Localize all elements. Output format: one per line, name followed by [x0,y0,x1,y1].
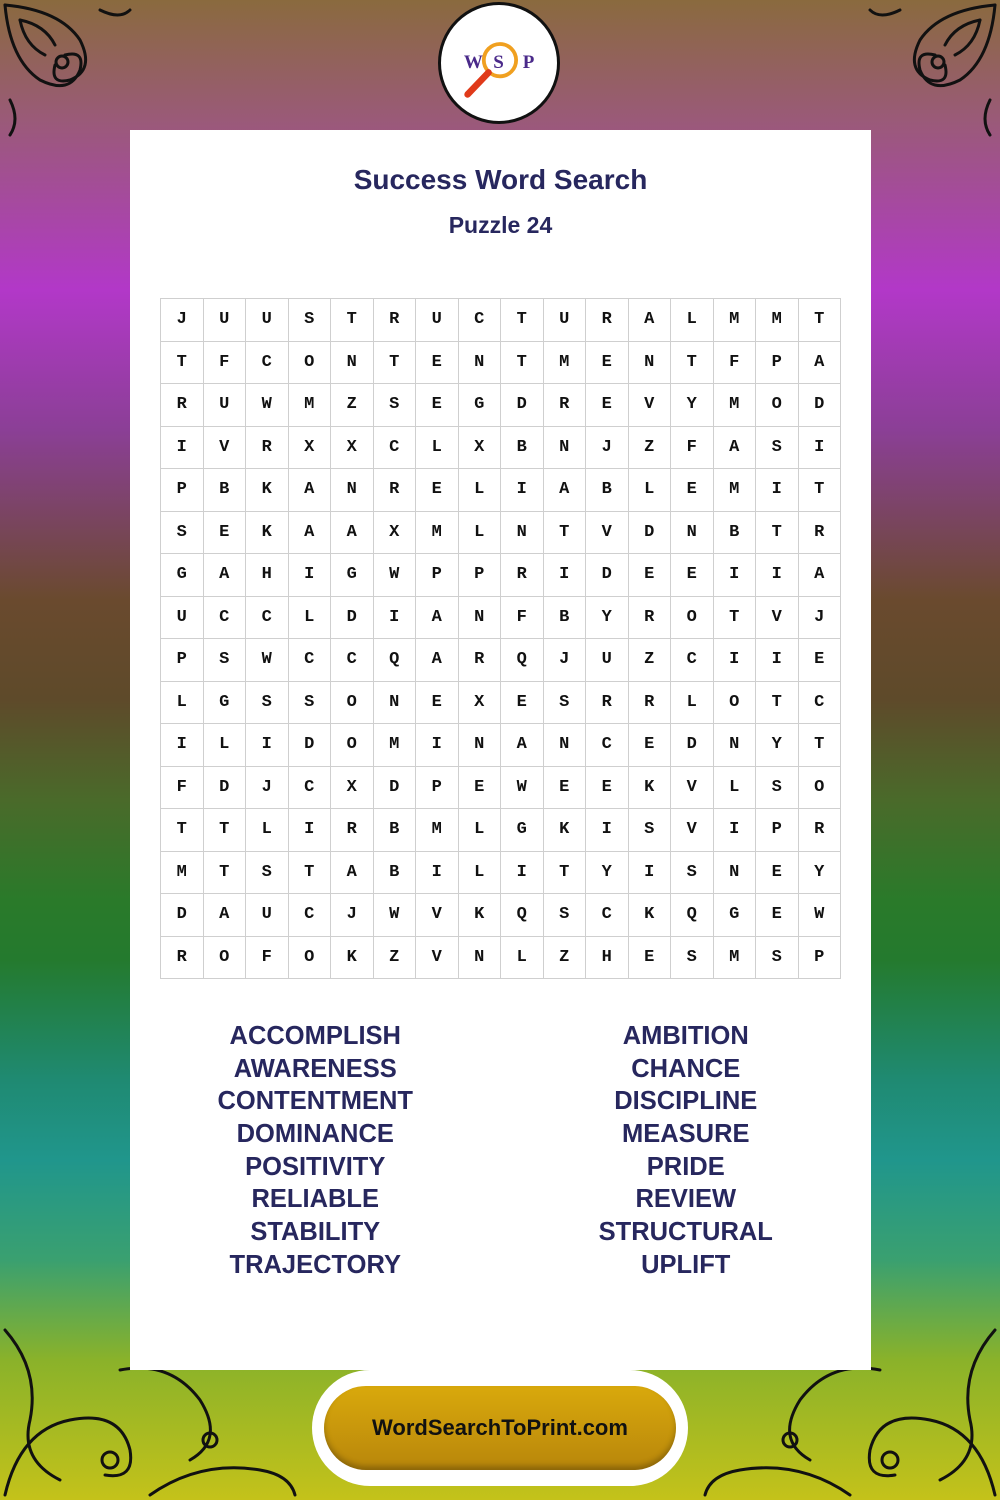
word-item: CONTENTMENT [217,1087,413,1116]
grid-cell[interactable]: V [204,427,247,470]
grid-cell[interactable]: S [246,682,289,725]
word-item: DISCIPLINE [614,1087,758,1116]
grid-cell[interactable]: U [544,299,587,342]
grid-cell[interactable]: M [374,724,417,767]
grid-cell[interactable]: C [246,342,289,385]
grid-cell[interactable]: R [246,427,289,470]
grid-cell[interactable]: R [799,512,842,555]
grid-cell[interactable]: T [799,469,842,512]
grid-cell[interactable]: L [459,852,502,895]
grid-cell[interactable]: N [331,469,374,512]
corner-flourish-top-right [850,0,1000,150]
grid-cell[interactable]: F [671,427,714,470]
grid-cell[interactable]: N [629,342,672,385]
grid-cell[interactable]: A [544,469,587,512]
grid-cell[interactable]: G [459,384,502,427]
word-item: STABILITY [250,1218,381,1247]
grid-cell[interactable]: I [586,809,629,852]
grid-cell[interactable]: E [544,767,587,810]
grid-cell[interactable]: Z [629,639,672,682]
grid-cell[interactable]: N [714,724,757,767]
grid-cell[interactable]: W [246,639,289,682]
grid-cell[interactable]: E [204,512,247,555]
grid-cell[interactable]: D [586,554,629,597]
grid-cell[interactable]: K [459,894,502,937]
grid-cell[interactable]: N [714,852,757,895]
grid-cell[interactable]: F [161,767,204,810]
corner-flourish-top-left [0,0,150,150]
grid-cell[interactable]: T [501,342,544,385]
grid-cell[interactable]: P [756,809,799,852]
grid-cell[interactable]: M [289,384,332,427]
word-item: RELIABLE [251,1185,379,1214]
grid-cell[interactable]: N [544,724,587,767]
grid-cell[interactable]: V [586,512,629,555]
grid-cell[interactable]: V [416,937,459,980]
word-item: POSITIVITY [245,1152,386,1181]
grid-cell[interactable]: N [331,342,374,385]
letter-grid [160,298,841,979]
grid-cell[interactable]: N [671,512,714,555]
grid-cell[interactable]: R [501,554,544,597]
page-title: Success Word Search [353,164,648,195]
grid-cell[interactable]: O [289,937,332,980]
grid-cell[interactable]: L [161,682,204,725]
grid-cell[interactable]: T [204,809,247,852]
grid-cell[interactable]: M [714,469,757,512]
grid-cell[interactable]: H [586,937,629,980]
grid-cell[interactable]: W [246,384,289,427]
grid-cell[interactable]: P [799,937,842,980]
grid-cell[interactable]: T [501,299,544,342]
word-item: DOMINANCE [236,1120,394,1149]
grid-cell[interactable]: R [629,682,672,725]
grid-cell[interactable]: P [416,554,459,597]
grid-cell[interactable]: D [629,512,672,555]
grid-cell[interactable]: Q [501,639,544,682]
word-item: AWARENESS [233,1054,397,1083]
grid-cell[interactable]: M [714,299,757,342]
grid-cell[interactable]: I [799,427,842,470]
grid-cell[interactable]: A [416,639,459,682]
word-item: STRUCTURAL [598,1218,773,1247]
grid-cell[interactable]: C [289,894,332,937]
grid-cell[interactable]: U [246,299,289,342]
grid-cell[interactable]: L [459,809,502,852]
site-link-button[interactable] [312,1370,688,1486]
grid-cell[interactable]: U [586,639,629,682]
logo-letter-p: P [522,51,535,73]
grid-cell[interactable]: N [544,427,587,470]
grid-cell[interactable]: G [161,554,204,597]
grid-cell[interactable]: S [756,937,799,980]
grid-cell[interactable]: T [544,512,587,555]
grid-cell[interactable]: G [204,682,247,725]
word-item: UPLIFT [641,1250,731,1279]
grid-cell[interactable]: F [246,937,289,980]
grid-cell[interactable]: J [586,427,629,470]
grid-cell[interactable]: R [161,384,204,427]
grid-cell[interactable]: I [714,554,757,597]
grid-cell[interactable]: I [756,639,799,682]
grid-cell[interactable]: F [204,342,247,385]
grid-cell[interactable]: M [714,937,757,980]
grid-cell[interactable]: D [671,724,714,767]
grid-cell[interactable]: T [799,724,842,767]
grid-cell[interactable]: R [586,682,629,725]
grid-cell[interactable]: T [714,597,757,640]
grid-cell[interactable]: N [459,724,502,767]
grid-cell[interactable]: E [629,554,672,597]
grid-cell[interactable]: I [416,852,459,895]
grid-cell[interactable]: B [586,469,629,512]
wsp-logo [438,2,560,124]
grid-cell[interactable]: I [501,852,544,895]
word-item: CHANCE [631,1054,741,1083]
grid-cell[interactable]: C [374,427,417,470]
grid-cell[interactable]: R [374,299,417,342]
grid-cell[interactable]: A [629,299,672,342]
grid-cell[interactable]: S [246,852,289,895]
puzzle-number: Puzzle 24 [448,212,553,238]
grid-cell[interactable]: U [204,384,247,427]
grid-cell[interactable]: E [501,682,544,725]
grid-cell[interactable]: D [204,767,247,810]
grid-cell[interactable]: C [671,639,714,682]
grid-cell[interactable]: S [756,427,799,470]
grid-cell[interactable]: W [799,894,842,937]
grid-cell[interactable]: I [246,724,289,767]
grid-cell[interactable]: C [204,597,247,640]
grid-cell[interactable]: A [289,512,332,555]
grid-cell[interactable]: X [331,427,374,470]
grid-cell[interactable]: N [459,342,502,385]
grid-cell[interactable]: Z [374,937,417,980]
grid-cell[interactable]: O [204,937,247,980]
grid-cell[interactable]: M [416,809,459,852]
grid-cell[interactable]: D [799,384,842,427]
grid-cell[interactable]: T [161,809,204,852]
grid-cell[interactable]: X [289,427,332,470]
grid-cell[interactable]: T [204,852,247,895]
grid-cell[interactable]: O [799,767,842,810]
grid-cell[interactable]: G [331,554,374,597]
grid-cell[interactable]: R [586,299,629,342]
grid-cell[interactable]: P [756,342,799,385]
word-list-left [130,1020,501,1282]
grid-cell[interactable]: M [544,342,587,385]
grid-cell[interactable]: A [416,597,459,640]
grid-cell[interactable]: K [629,767,672,810]
grid-cell[interactable]: I [161,427,204,470]
grid-cell[interactable]: T [289,852,332,895]
grid-cell[interactable]: D [374,767,417,810]
grid-cell[interactable]: M [416,512,459,555]
grid-cell[interactable]: P [161,469,204,512]
grid-cell[interactable]: A [204,554,247,597]
grid-cell[interactable]: S [289,682,332,725]
grid-cell[interactable]: S [756,767,799,810]
word-item: PRIDE [646,1152,725,1181]
grid-cell[interactable]: N [459,937,502,980]
grid-cell[interactable]: C [289,639,332,682]
grid-cell[interactable]: A [331,512,374,555]
grid-cell[interactable]: K [246,512,289,555]
grid-cell[interactable]: V [756,597,799,640]
grid-cell[interactable]: W [374,894,417,937]
grid-cell[interactable]: S [289,299,332,342]
grid-cell[interactable]: T [544,852,587,895]
grid-cell[interactable]: S [204,639,247,682]
grid-cell[interactable]: E [416,469,459,512]
grid-cell[interactable]: L [671,682,714,725]
word-list [130,1020,871,1282]
grid-cell[interactable]: H [246,554,289,597]
grid-cell[interactable]: I [289,554,332,597]
word-item: MEASURE [621,1120,750,1149]
grid-cell[interactable]: N [501,512,544,555]
grid-cell[interactable]: J [246,767,289,810]
grid-cell[interactable]: I [756,469,799,512]
logo-letter-w: W [463,51,483,73]
grid-cell[interactable]: I [416,724,459,767]
grid-cell[interactable]: M [756,299,799,342]
grid-cell[interactable]: D [289,724,332,767]
grid-cell[interactable]: O [331,682,374,725]
grid-cell[interactable]: B [204,469,247,512]
grid-cell[interactable]: B [374,809,417,852]
grid-cell[interactable]: D [161,894,204,937]
grid-cell[interactable]: Q [671,894,714,937]
grid-cell[interactable]: G [714,894,757,937]
grid-cell[interactable]: C [289,767,332,810]
grid-cell[interactable]: B [501,427,544,470]
grid-cell[interactable]: I [501,469,544,512]
grid-cell[interactable]: L [289,597,332,640]
grid-cell[interactable]: I [161,724,204,767]
grid-cell[interactable]: E [629,937,672,980]
grid-cell[interactable]: Q [374,639,417,682]
grid-cell[interactable]: P [459,554,502,597]
grid-cell[interactable]: S [544,894,587,937]
grid-cell[interactable]: T [331,299,374,342]
grid-cell[interactable]: E [799,639,842,682]
grid-cell[interactable]: Z [331,384,374,427]
grid-cell[interactable]: S [629,809,672,852]
grid-cell[interactable]: L [671,299,714,342]
grid-cell[interactable]: R [331,809,374,852]
grid-cell[interactable]: F [714,342,757,385]
grid-cell[interactable]: S [671,852,714,895]
word-list-right [501,1020,872,1282]
grid-cell[interactable]: Q [501,894,544,937]
grid-cell[interactable]: R [544,384,587,427]
grid-cell[interactable]: L [629,469,672,512]
grid-cell[interactable]: L [501,937,544,980]
grid-cell[interactable]: Y [671,384,714,427]
grid-cell[interactable]: U [246,894,289,937]
grid-cell[interactable]: E [416,682,459,725]
grid-cell[interactable]: A [204,894,247,937]
grid-cell[interactable]: X [331,767,374,810]
grid-cell[interactable]: R [629,597,672,640]
grid-cell[interactable]: D [501,384,544,427]
grid-cell[interactable]: T [799,299,842,342]
grid-cell[interactable]: Y [586,597,629,640]
grid-cell[interactable]: C [586,894,629,937]
logo-letter-s: S [493,51,504,73]
grid-cell[interactable]: A [289,469,332,512]
grid-cell[interactable]: K [246,469,289,512]
grid-cell[interactable]: A [799,342,842,385]
grid-cell[interactable]: R [799,809,842,852]
grid-cell[interactable]: K [331,937,374,980]
grid-cell[interactable]: E [671,554,714,597]
grid-cell[interactable]: C [586,724,629,767]
grid-cell[interactable]: C [459,299,502,342]
grid-cell[interactable]: S [544,682,587,725]
grid-cell[interactable]: F [501,597,544,640]
grid-cell[interactable]: U [416,299,459,342]
grid-cell[interactable]: P [416,767,459,810]
grid-cell[interactable]: I [714,639,757,682]
grid-cell[interactable]: I [629,852,672,895]
grid-cell[interactable]: C [331,639,374,682]
word-item: AMBITION [622,1022,749,1050]
grid-cell[interactable]: I [544,554,587,597]
grid-cell[interactable]: D [331,597,374,640]
grid-cell[interactable]: P [161,639,204,682]
grid-cell[interactable]: N [374,682,417,725]
grid-cell[interactable]: L [246,809,289,852]
grid-cell[interactable]: X [459,427,502,470]
word-item: ACCOMPLISH [229,1022,401,1050]
grid-cell[interactable]: E [459,767,502,810]
grid-cell[interactable]: I [756,554,799,597]
grid-cell[interactable]: Z [629,427,672,470]
grid-cell[interactable]: A [799,554,842,597]
grid-cell[interactable]: T [161,342,204,385]
grid-cell[interactable]: T [756,682,799,725]
grid-cell[interactable]: V [671,809,714,852]
grid-cell[interactable]: L [714,767,757,810]
grid-cell[interactable]: B [714,512,757,555]
grid-cell[interactable]: C [799,682,842,725]
grid-cell[interactable]: Z [544,937,587,980]
grid-cell[interactable]: Y [799,852,842,895]
grid-cell[interactable]: O [671,597,714,640]
grid-cell[interactable]: R [161,937,204,980]
grid-cell[interactable]: A [714,427,757,470]
grid-cell[interactable]: Y [586,852,629,895]
grid-cell[interactable]: V [416,894,459,937]
grid-cell[interactable]: R [374,469,417,512]
grid-cell[interactable]: I [289,809,332,852]
grid-cell[interactable]: M [161,852,204,895]
grid-cell[interactable]: A [501,724,544,767]
grid-cell[interactable]: E [671,469,714,512]
grid-cell[interactable]: V [671,767,714,810]
grid-cell[interactable]: J [544,639,587,682]
grid-cell[interactable]: I [714,809,757,852]
grid-cell[interactable]: N [459,597,502,640]
grid-cell[interactable]: I [374,597,417,640]
grid-cell[interactable]: O [714,682,757,725]
grid-cell[interactable]: V [629,384,672,427]
grid-cell[interactable]: E [586,767,629,810]
grid-cell[interactable]: E [756,852,799,895]
grid-cell[interactable]: K [629,894,672,937]
grid-cell[interactable]: T [756,512,799,555]
grid-cell[interactable]: J [331,894,374,937]
grid-cell[interactable]: E [416,342,459,385]
grid-cell[interactable]: S [671,937,714,980]
site-link-text: WordSearchToPrint.com [372,1415,628,1440]
grid-cell[interactable]: L [204,724,247,767]
grid-cell[interactable]: G [501,809,544,852]
grid-cell[interactable]: W [374,554,417,597]
grid-cell[interactable]: W [501,767,544,810]
grid-cell[interactable]: E [586,342,629,385]
grid-cell[interactable]: L [459,469,502,512]
grid-cell[interactable]: U [161,597,204,640]
grid-cell[interactable]: X [459,682,502,725]
grid-cell[interactable]: J [161,299,204,342]
grid-cell[interactable]: E [629,724,672,767]
grid-cell[interactable]: T [374,342,417,385]
grid-cell[interactable]: B [374,852,417,895]
grid-cell[interactable]: K [544,809,587,852]
grid-cell[interactable]: T [671,342,714,385]
grid-cell[interactable]: E [416,384,459,427]
grid-cell[interactable]: A [331,852,374,895]
grid-cell[interactable]: U [204,299,247,342]
grid-cell[interactable]: C [246,597,289,640]
grid-cell[interactable]: L [416,427,459,470]
grid-cell[interactable]: S [374,384,417,427]
grid-cell[interactable]: X [374,512,417,555]
grid-cell[interactable]: L [459,512,502,555]
word-item: TRAJECTORY [229,1250,401,1279]
grid-cell[interactable]: O [289,342,332,385]
puzzle-card [130,130,871,1370]
grid-cell[interactable]: Y [756,724,799,767]
grid-cell[interactable]: B [544,597,587,640]
grid-cell[interactable]: E [586,384,629,427]
grid-cell[interactable]: O [756,384,799,427]
grid-cell[interactable]: M [714,384,757,427]
grid-cell[interactable]: O [331,724,374,767]
grid-cell[interactable]: J [799,597,842,640]
grid-cell[interactable]: S [161,512,204,555]
word-item: REVIEW [635,1185,737,1214]
grid-cell[interactable]: R [459,639,502,682]
grid-cell[interactable]: E [756,894,799,937]
